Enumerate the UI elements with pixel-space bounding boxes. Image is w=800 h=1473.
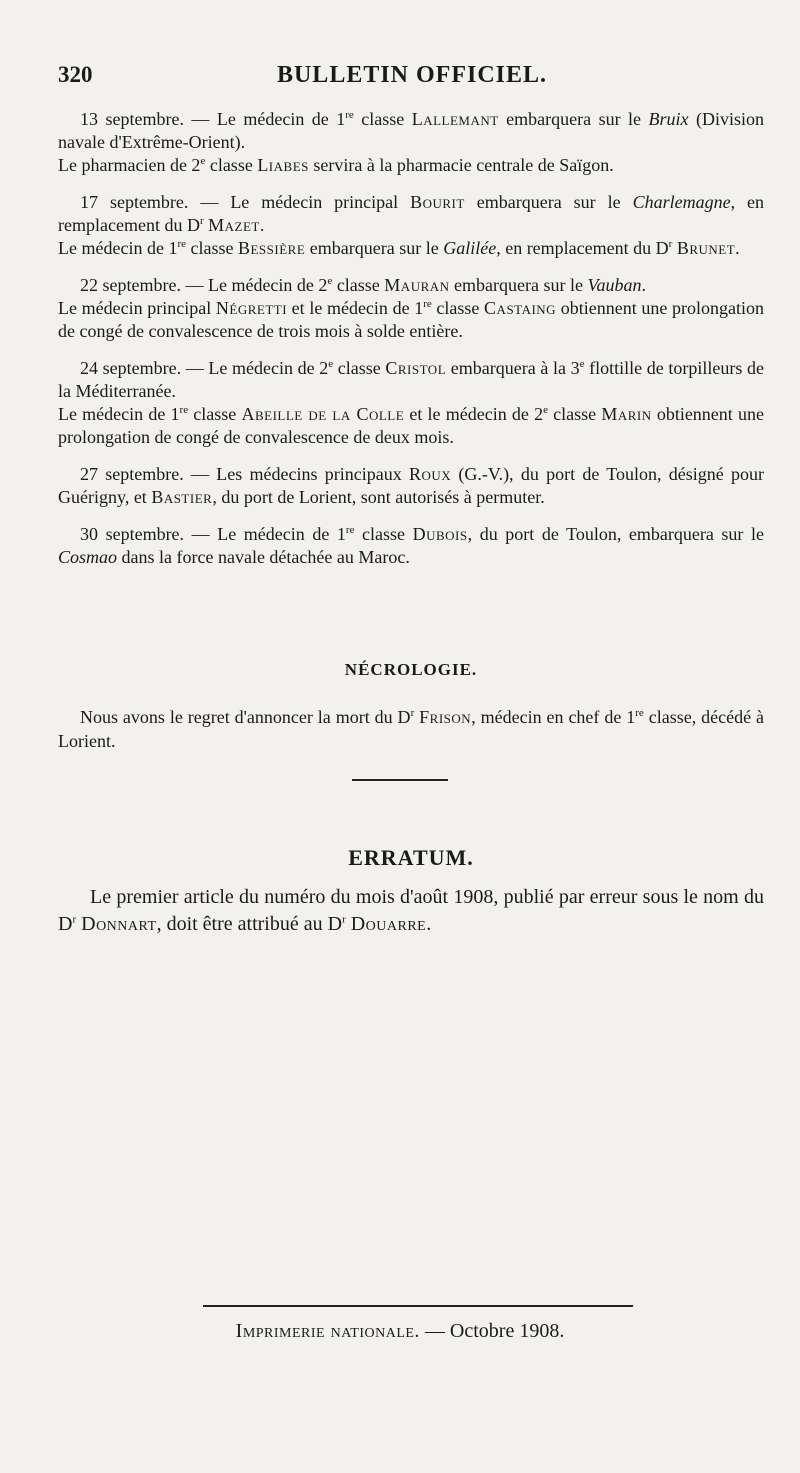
entry-text: . [259,215,265,235]
entry-paragraph [58,154,764,177]
entry-text: flottille de torpilleurs de la Méditerranée. [58,358,764,401]
superscript: r [199,215,204,227]
ship-name: Cosmao [58,547,118,567]
entry-text: classe [354,524,413,544]
erratum-heading: ERRATUM. [348,845,474,870]
entry-text: classe [205,155,258,175]
page-number: 320 [58,62,93,87]
entry-text: Le médecin principal [58,298,216,318]
entry-paragraph [58,297,764,343]
person-name: Bastier [151,487,213,507]
necrologie-text: classe, décédé à Lorient. [58,707,765,751]
superscript: r [342,913,346,926]
ship-name: Vauban [587,275,642,295]
entry-text: dans la force navale détachée au Maroc. [117,547,410,567]
entry-date: 24 septembre. [80,358,182,378]
entry-text: — Le médecin principal [188,192,411,212]
person-name: Frison [419,707,472,727]
ship-name: Galilée [443,238,497,258]
entry-27-septembre [58,463,764,509]
entry-text: et le médecin de 2 [404,404,544,424]
entry-text: classe [333,358,386,378]
superscript: e [200,155,206,167]
erratum-paragraph [58,884,764,938]
entry-date: 13 septembre. [80,109,184,129]
entry-text: classe [188,404,242,424]
entry-date: 22 septembre. [80,275,181,295]
person-name: Abeille de la Colle [241,404,405,424]
entry-text: (Division navale d'Extrême-Orient). [58,109,765,152]
person-name: Négretti [215,298,288,318]
superscript: re [635,707,644,719]
necrologie-heading-wrap [58,660,764,680]
erratum-text: . [426,913,432,935]
superscript: r [410,707,415,719]
erratum-text: , doit être attribué au D [156,913,343,935]
entry-text: . [735,238,740,258]
entry-text: Le médecin de 1 [58,238,178,258]
ship-name: Charlemagne [632,192,731,212]
superscript: r [668,238,673,250]
running-title: BULLETIN OFFICIEL. [276,62,548,88]
necrologie-text: Nous avons le regret d'annoncer la mort du D [80,707,411,727]
entry-text: embarquera sur le [305,238,444,258]
entry-30-septembre [58,523,764,569]
entry-paragraph [58,523,764,569]
erratum-section [58,884,764,938]
entry-text: obtiennent une prolongation de congé de convalescence de deux mois. [58,404,764,447]
person-name: Brunet [676,238,736,258]
superscript: e [327,275,333,287]
entry-text: obtiennent une prolongation de congé de convalescence de trois mois à solde entière. [58,298,764,341]
superscript: re [423,298,432,310]
ship-name: Bruix [648,109,689,129]
entry-text: embarquera sur le [498,109,649,129]
entry-text: , en remplacement du D [58,192,764,235]
superscript: r [72,913,77,926]
entry-text: Le médecin de 1 [58,404,180,424]
superscript: re [177,238,186,250]
footer-rule [203,1305,633,1307]
entry-text: — Le médecin de 2 [180,275,328,295]
print-date: — Octobre 1908. [419,1320,565,1342]
necrologie-paragraph [58,705,764,753]
entry-text: classe [547,404,602,424]
entry-text: servira à la pharmacie centrale de Saïgon. [308,155,614,175]
entry-date: 17 septembre. [80,192,189,212]
entry-text: — Le médecin de 2 [181,358,329,378]
entry-17-septembre [58,191,764,260]
entry-text: , en remplacement du D [496,238,669,258]
entry-paragraph [58,357,764,403]
entry-paragraph [58,191,764,237]
entry-text: embarquera sur le [449,275,588,295]
person-name: Cristol [385,358,447,378]
entry-13-septembre [58,108,764,177]
necrologie-heading: NÉCROLOGIE. [344,660,478,679]
entry-date: 30 septembre. [80,524,185,544]
person-name: Mauran [384,275,450,295]
entry-text: classe [353,109,412,129]
superscript: e [543,404,548,416]
person-name: Liabes [257,155,309,175]
person-name: Roux [408,464,452,484]
entry-text: , du port de Lorient, sont autorisés à permuter. [212,487,545,507]
entry-paragraph [58,274,764,297]
necrologie-section [58,705,764,753]
entry-text: classe [332,275,385,295]
printer-name: Imprimerie nationale. [235,1320,420,1342]
entry-text: Le pharmacien de 2 [58,155,201,175]
superscript: re [345,109,354,121]
entry-text: — Le médecin de 1 [183,109,346,129]
entry-text: — Le médecin de 1 [184,524,346,544]
person-name: Castaing [484,298,557,318]
entry-text: , du port de Toulon, embarquera sur le [467,524,764,544]
entry-24-septembre [58,357,764,449]
entry-text: embarquera sur le [464,192,633,212]
entry-text: — Les médecins principaux [183,464,409,484]
entry-paragraph [58,463,764,509]
entry-paragraph [58,403,764,449]
superscript: re [179,404,189,416]
announcements [58,108,764,583]
person-name: Lallemant [411,109,499,129]
entry-date: 27 septembre. [80,464,184,484]
page-header [58,62,766,98]
entry-text: embarquera à la 3 [446,358,580,378]
entry-22-septembre [58,274,764,343]
section-divider [352,779,448,781]
entry-text: classe [186,238,238,258]
person-name: Bessière [237,238,306,258]
printer-footer [0,1320,800,1343]
superscript: re [345,524,355,536]
person-name: Marin [601,404,652,424]
erratum-text: Le premier article du numéro du mois d'août 1908, publié par erreur sous le nom du D [58,886,764,935]
person-name: Donnart [81,913,157,935]
superscript: e [328,358,334,370]
person-name: Bourit [410,192,465,212]
person-name: Douarre [350,913,427,935]
entry-text: . [641,275,646,295]
necrologie-text: , médecin en chef de 1 [471,707,636,727]
entry-paragraph [58,108,764,154]
entry-text: (G.-V.), du port de Toulon, désigné pour Guérigny, et [58,464,764,507]
superscript: e [579,358,585,370]
entry-text: et le médecin de 1 [287,298,424,318]
entry-text: classe [431,298,485,318]
person-name: Mazet [208,215,260,235]
entry-paragraph [58,237,764,260]
person-name: Dubois [412,524,468,544]
